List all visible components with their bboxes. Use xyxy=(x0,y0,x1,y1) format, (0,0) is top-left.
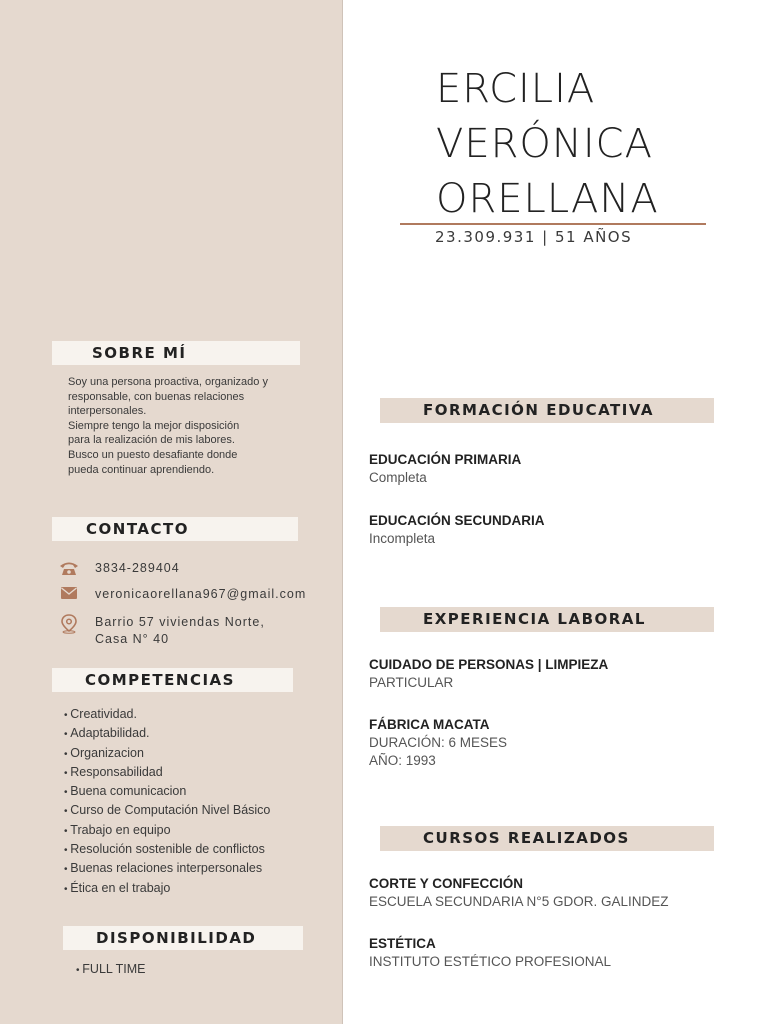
course-entry xyxy=(369,875,668,911)
skill-item: • Adaptabilidad. xyxy=(64,724,270,743)
experience-section-header xyxy=(380,607,714,632)
about-section-header xyxy=(52,341,300,365)
entry-title: CUIDADO DE PERSONAS | LIMPIEZA xyxy=(369,657,609,672)
skill-item: • Trabajo en equipo xyxy=(64,821,270,840)
phone-icon xyxy=(58,560,80,578)
skill-item: • Buena comunicacion xyxy=(64,782,270,801)
skill-item: • Responsabilidad xyxy=(64,763,270,782)
contact-phone: 3834-289404 xyxy=(95,561,180,575)
name-line-first: ERCILIA xyxy=(436,66,596,112)
entry-detail: PARTICULAR xyxy=(369,675,454,690)
experience-entry xyxy=(369,716,507,770)
education-entry xyxy=(369,512,545,548)
entry-detail: DURACIÓN: 6 MESES xyxy=(369,735,508,750)
availability-item: • FULL TIME xyxy=(76,962,146,976)
entry-detail: ESCUELA SECUNDARIA N°5 GDOR. GALINDEZ xyxy=(369,894,669,909)
education-entry xyxy=(369,451,521,487)
courses-title: CURSOS REALIZADOS xyxy=(423,829,630,847)
contact-phone-row xyxy=(58,560,180,578)
location-pin-icon xyxy=(58,614,80,632)
courses-section-header xyxy=(380,826,714,851)
entry-title: EDUCACIÓN SECUNDARIA xyxy=(369,513,545,528)
contact-title: CONTACTO xyxy=(86,520,189,538)
availability-title: DISPONIBILIDAD xyxy=(96,929,257,947)
entry-detail: Completa xyxy=(369,470,427,485)
entry-detail: INSTITUTO ESTÉTICO PROFESIONAL xyxy=(369,954,612,969)
experience-entry xyxy=(369,656,608,692)
skill-item: • Creatividad. xyxy=(64,705,270,724)
entry-title: EDUCACIÓN PRIMARIA xyxy=(369,452,522,467)
entry-title: ESTÉTICA xyxy=(369,936,436,951)
entry-detail: Incompleta xyxy=(369,531,436,546)
about-title: SOBRE MÍ xyxy=(92,344,187,362)
education-section-header xyxy=(380,398,714,423)
skills-title: COMPETENCIAS xyxy=(85,671,235,689)
entry-title: FÁBRICA MACATA xyxy=(369,717,490,732)
id-age-subtitle: 23.309.931 | 51 AÑOS xyxy=(435,228,633,246)
education-title: FORMACIÓN EDUCATIVA xyxy=(423,401,655,419)
skill-item: • Buenas relaciones interpersonales xyxy=(64,859,270,878)
skill-item: • Curso de Computación Nivel Básico xyxy=(64,801,270,820)
availability-section-header xyxy=(63,926,303,950)
contact-section-header xyxy=(52,517,298,541)
name-line-middle: VERÓNICA xyxy=(436,121,653,167)
skills-section-header xyxy=(52,668,293,692)
contact-email: veronicaorellana967@gmail.com xyxy=(95,587,307,601)
skills-list xyxy=(64,705,270,898)
contact-address-row xyxy=(58,614,265,648)
skill-item: • Ética en el trabajo xyxy=(64,879,270,898)
contact-address: Barrio 57 viviendas Norte, Casa N° 40 xyxy=(95,615,265,646)
about-text: Soy una persona proactiva, organizado y responsable, con buenas relaciones interpersonales. Siempre tengo la mejor disposición para la realización de mis labores. Busco un puesto desafiante donde pueda continuar aprendiendo. xyxy=(68,376,268,476)
contact-email-row xyxy=(58,586,306,604)
column-divider xyxy=(342,0,343,1024)
skill-item: • Resolución sostenible de conflictos xyxy=(64,840,270,859)
entry-detail: AÑO: 1993 xyxy=(369,753,436,768)
course-entry xyxy=(369,935,611,971)
experience-title: EXPERIENCIA LABORAL xyxy=(423,610,646,628)
entry-title: CORTE Y CONFECCIÓN xyxy=(369,876,524,891)
name-underline xyxy=(400,223,706,225)
name-line-last: ORELLANA xyxy=(436,176,659,222)
mail-icon xyxy=(58,586,80,604)
skill-item: • Organizacion xyxy=(64,744,270,763)
